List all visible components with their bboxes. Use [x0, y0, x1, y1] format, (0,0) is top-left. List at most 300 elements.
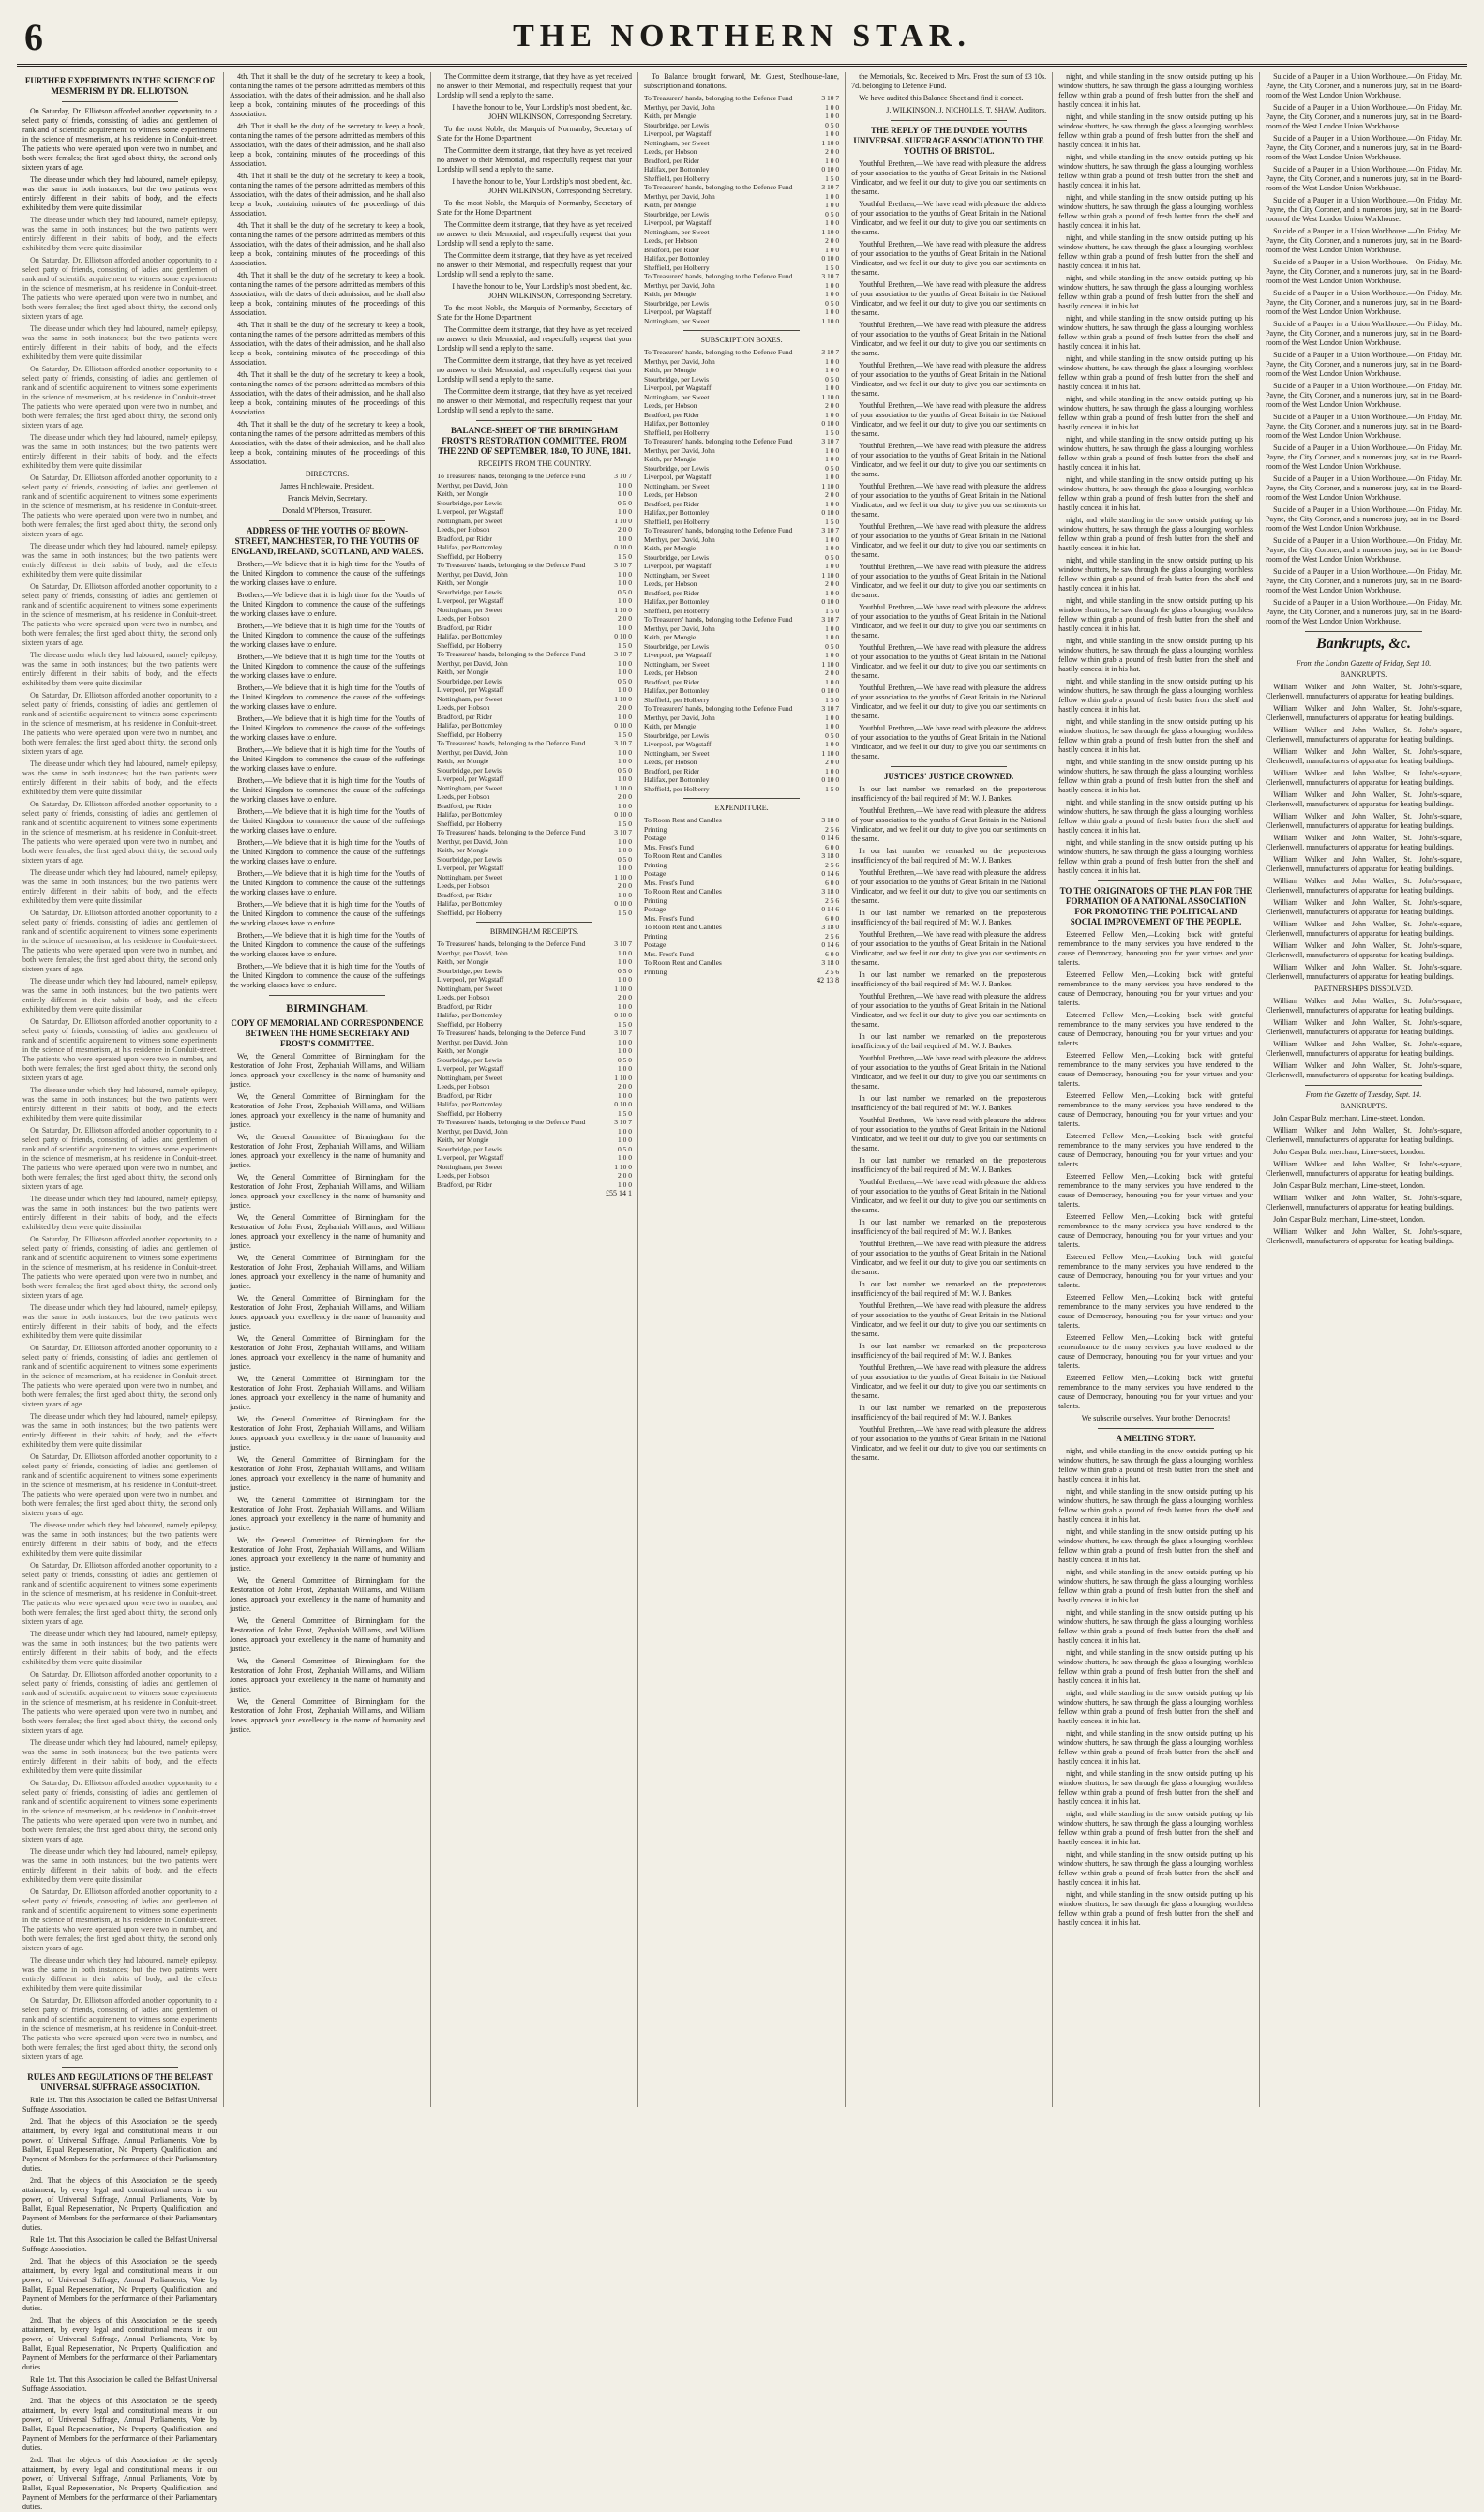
paragraph: night, and while standing in the snow outside putting up his window shutters, he saw through the glass a lounging, worthless fellow within grab a pound of fresh butter from the shelf and hastily conceal it in his hat. — [1058, 556, 1254, 593]
table-row: Stourbridge, per Lewis 0 5 0 — [437, 1055, 633, 1064]
paragraph: Rule 1st. That this Association be called the Belfast Universal Suffrage Association. — [22, 2096, 218, 2113]
paragraph: Youthful Brethren,—We have read with pleasure the address of your association to the youths of Great Britain in the National Vindicator, and we feel it our duty to give you our sentiments on the same. — [851, 868, 1047, 905]
table-row: Bradford, per Rider 1 0 0 — [437, 890, 633, 899]
table-row: To Treasurers' hands, belonging to the Defence Fund 3 10 7 — [437, 828, 633, 836]
paragraph: On Saturday, Dr. Elliotson afforded another opportunity to a select party of friends, consisting of ladies and gentlemen of rank and of scientific acquirement, to witness some experiments in the science of mesmerism, at his residence in Conduit-street. The patients who were operated upon were two in number, and both were females; the first aged about thirty, the second only sixteen years of age. — [22, 1452, 218, 1517]
table-row: Bradford, per Rider 1 0 0 — [644, 499, 840, 508]
table-row: Liverpool, per Wagstaff 1 0 0 — [644, 651, 840, 659]
paragraph: Youthful Brethren,—We have read with pleasure the address of your association to the youths of Great Britain in the National Vindicator, and we feel it our duty to give you our sentiments on the same. — [851, 482, 1047, 519]
table-row: Postage 0 14 6 — [644, 905, 840, 913]
table-row: Keith, per Mongie 1 0 0 — [437, 579, 633, 587]
table-row: Nottingham, per Sweet 1 10 0 — [644, 659, 840, 669]
paragraph: William Walker and John Walker, St. John's-square, Clerkenwell, manufacturers of apparatus for heating buildings. — [1266, 963, 1462, 981]
paragraph: To the most Noble, the Marquis of Normanby, Secretary of State for the Home Department. — [437, 304, 633, 322]
paragraph: 4th. That it shall be the duty of the secretary to keep a book, containing the names of the persons admitted as members of this Association, with the dates of their admission, and he shall also keep a book, containing minutes of the proceedings of this Association. — [230, 271, 426, 317]
paragraph: Suicide of a Pauper in a Union Workhouse.—On Friday, Mr. Payne, the City Coroner, and a numerous jury, sat in the Board-room of the West London Union Workhouse. — [1266, 474, 1462, 502]
paragraph: We, the General Committee of Birmingham for the Restoration of John Frost, Zephaniah Williams, and William Jones, approach your excellency in the name of humanity and justice. — [230, 1334, 426, 1371]
divider — [62, 101, 179, 102]
paragraph: Brothers,—We believe that it is high time for the Youths of the United Kingdom to commence the cause of the sufferings the working classes have to endure. — [230, 962, 426, 989]
paragraph: 2nd. That the objects of this Association be the speedy attainment, by every legal and constitutional means in our power, of Universal Suffrage, Annual Parliaments, Vote by Ballot, Equal Representation, No Property Qualification, and Payment of Members for the performance of their Parliamentary duties. — [22, 2257, 218, 2312]
paragraph: Youthful Brethren,—We have read with pleasure the address of your association to the youths of Great Britain in the National Vindicator, and we feel it our duty to give you our sentiments on the same. — [851, 806, 1047, 843]
table-row: Halifax, per Bottomley 0 10 0 — [437, 543, 633, 551]
paragraph: Esteemed Fellow Men,—Looking back with grateful remembrance to the many services you have rendered to the cause of Democracy, honouring you for your virtues and your talents. — [1058, 1253, 1254, 1289]
table-row: Nottingham, per Sweet 1 10 0 — [437, 1073, 633, 1082]
table-row: Liverpool, per Wagstaff 1 0 0 — [437, 685, 633, 694]
paragraph: 2nd. That the objects of this Association be the speedy attainment, by every legal and constitutional means in our power, of Universal Suffrage, Annual Parliaments, Vote by Ballot, Equal Representation, No Property Qualification, and Payment of Members for the performance of their Parliamentary duties. — [22, 2397, 218, 2452]
table-row: Postage 0 14 6 — [644, 869, 840, 878]
paragraph: night, and while standing in the snow outside putting up his window shutters, he saw through the glass a lounging, worthless fellow within grab a pound of fresh butter from the shelf and hastily conceal it in his hat. — [1058, 72, 1254, 109]
paragraph: William Walker and John Walker, St. John's-square, Clerkenwell, manufacturers of apparatus for heating buildings. — [1266, 920, 1462, 938]
paragraph: Youthful Brethren,—We have read with pleasure the address of your association to the youths of Great Britain in the National Vindicator, and we feel it our duty to give you our sentiments on the same. — [851, 1425, 1047, 1462]
paragraph: The disease under which they had laboured, namely epilepsy, was the same in both instances; but the two patients were entirely different in their habits of body, and the effects exhibited by them were quite dissimilar. — [22, 433, 218, 470]
paragraph: William Walker and John Walker, St. John's-square, Clerkenwell, manufacturers of apparatus for heating buildings. — [1266, 1061, 1462, 1079]
table-row: Bradford, per Rider 1 0 0 — [644, 245, 840, 254]
paragraph: night, and while standing in the snow outside putting up his window shutters, he saw through the glass a lounging, worthless fellow within grab a pound of fresh butter from the shelf and hastily conceal it in his hat. — [1058, 758, 1254, 794]
section-heading-bankrupts: Bankrupts, &c. — [1316, 636, 1411, 652]
paragraph: William Walker and John Walker, St. John's-square, Clerkenwell, manufacturers of apparatus for heating buildings. — [1266, 1040, 1462, 1058]
table-row: To Treasurers' hands, belonging to the Defence Fund 3 10 7 — [644, 272, 840, 280]
paragraph: 4th. That it shall be the duty of the secretary to keep a book, containing the names of the persons admitted as members of this Association, with the dates of their admission, and he shall also keep a book, containing minutes of the proceedings of this Association. — [230, 72, 426, 118]
divider — [476, 420, 593, 421]
table-row: Nottingham, per Sweet 1 10 0 — [437, 605, 633, 614]
table-row: Bradford, per Rider 1 0 0 — [644, 766, 840, 775]
article-heading-dundee: THE REPLY OF THE DUNDEE YOUTHS UNIVERSAL SUFFRAGE ASSOCIATION TO THE YOUTHS OF BRISTOL. — [853, 126, 1044, 156]
table-row: To Treasurers' hands, belonging to the Defence Fund 3 10 7 — [437, 472, 633, 480]
paragraph: Esteemed Fellow Men,—Looking back with grateful remembrance to the many services you have rendered to the cause of Democracy, honouring you for your virtues and your talents. — [1058, 1374, 1254, 1410]
paragraph: Brothers,—We believe that it is high time for the Youths of the United Kingdom to commence the cause of the sufferings the working classes have to endure. — [230, 931, 426, 958]
paragraph: On Saturday, Dr. Elliotson afforded another opportunity to a select party of friends, consisting of ladies and gentlemen of rank and of scientific acquirement, to witness some experiments in the science of mesmerism, at his residence in Conduit-street. The patients who were operated upon were two in number, and both were females; the first aged about thirty, the second only sixteen years of age. — [22, 1670, 218, 1735]
paragraph: In our last number we remarked on the preposterous insufficiency of the bail required of Mr. W. J. Bankes. — [851, 970, 1047, 988]
column-7 — [1260, 72, 1467, 2107]
table-row: Bradford, per Rider 1 0 0 — [644, 588, 840, 597]
table-row: Halifax, per Bottomley 0 10 0 — [644, 597, 840, 606]
table-row: Sheffield, per Holberry 1 5 0 — [644, 606, 840, 615]
table-row: Merthyr, per David, John 1 0 0 — [644, 102, 840, 112]
table-row: Leeds, per Hobson 2 0 0 — [644, 236, 840, 245]
table-row: Stourbridge, per Lewis 0 5 0 — [437, 1144, 633, 1153]
table-row: Sheffield, per Holberry 1 5 0 — [644, 517, 840, 526]
table-row: Mrs. Frost's Fund 6 0 0 — [644, 842, 840, 851]
paragraph: night, and while standing in the snow outside putting up his window shutters, he saw through the glass a lounging, worthless fellow within grab a pound of fresh butter from the shelf and hastily conceal it in his hat. — [1058, 1769, 1254, 1806]
table-row: Bradford, per Rider 1 0 0 — [437, 1180, 633, 1189]
receipts-table — [437, 472, 632, 917]
paragraph: Suicide of a Pauper in a Union Workhouse.—On Friday, Mr. Payne, the City Coroner, and a numerous jury, sat in the Board-room of the West London Union Workhouse. — [1266, 598, 1462, 625]
table-row: Printing 2 5 6 — [644, 931, 840, 940]
table-row: Sheffield, per Holberry 1 5 0 — [644, 784, 840, 793]
table-row: Nottingham, per Sweet 1 10 0 — [437, 694, 633, 703]
table-row: Leeds, per Hobson 2 0 0 — [644, 147, 840, 156]
table-row: Sheffield, per Holberry 1 5 0 — [437, 730, 633, 739]
page-number: 6 — [24, 16, 43, 58]
table-row: Postage 0 14 6 — [644, 834, 840, 842]
article-heading-mesmerism: FURTHER EXPERIMENTS IN THE SCIENCE OF MESMERISM BY DR. ELLIOTSON. — [24, 76, 216, 96]
paragraph: Esteemed Fellow Men,—Looking back with grateful remembrance to the many services you have rendered to the cause of Democracy, honouring you for your virtues and your talents. — [1058, 1011, 1254, 1047]
paragraph: night, and while standing in the snow outside putting up his window shutters, he saw through the glass a lounging, worthless fellow within grab a pound of fresh butter from the shelf and hastily conceal it in his hat. — [1058, 1729, 1254, 1766]
table-row: Bradford, per Rider 1 0 0 — [437, 801, 633, 810]
table-row: Keith, per Mongie 1 0 0 — [437, 1136, 633, 1144]
paragraph: In our last number we remarked on the preposterous insufficiency of the bail required of Mr. W. J. Bankes. — [851, 785, 1047, 803]
paragraph: William Walker and John Walker, St. John's-square, Clerkenwell, manufacturers of apparatus for heating buildings. — [1266, 997, 1462, 1015]
paragraph: Brothers,—We believe that it is high time for the Youths of the United Kingdom to commence the cause of the sufferings the working classes have to endure. — [230, 591, 426, 618]
paragraph: William Walker and John Walker, St. John's-square, Clerkenwell, manufacturers of apparatus for heating buildings. — [1266, 1227, 1462, 1245]
birmingham-receipts-label: BIRMINGHAM RECEIPTS. — [489, 927, 579, 936]
paragraph: To the most Noble, the Marquis of Normanby, Secretary of State for the Home Department. — [437, 199, 633, 217]
paragraph: The Committee deem it strange, that they have as yet received no answer to their Memorial, and respectfully request that your Lordship will send a reply to the same. — [437, 356, 633, 384]
paragraph: The Committee deem it strange, that they have as yet received no answer to their Memorial, and respectfully request that your Lordship will send a reply to the same. — [437, 146, 633, 173]
paragraph: In our last number we remarked on the preposterous insufficiency of the bail required of Mr. W. J. Bankes. — [851, 1404, 1047, 1421]
paragraph: Youthful Brethren,—We have read with pleasure the address of your association to the youths of Great Britain in the National Vindicator, and we feel it our duty to give you our sentiments on the same. — [851, 643, 1047, 680]
article-heading-belfast: RULES AND REGULATIONS OF THE BELFAST UNIVERSAL SUFFRAGE ASSOCIATION. — [27, 2072, 213, 2092]
paragraph: William Walker and John Walker, St. John's-square, Clerkenwell, manufacturers of apparatus for heating buildings. — [1266, 704, 1462, 722]
divider — [62, 2067, 179, 2068]
closing-line: We subscribe ourselves, Your brother Democrats! — [1081, 1414, 1231, 1422]
paragraph: Suicide of a Pauper in a Union Workhouse.—On Friday, Mr. Payne, the City Coroner, and a numerous jury, sat in the Board-room of the West London Union Workhouse. — [1266, 351, 1462, 378]
paragraph: William Walker and John Walker, St. John's-square, Clerkenwell, manufacturers of apparatus for heating buildings. — [1266, 1160, 1462, 1178]
table-row: Keith, per Mongie 1 0 0 — [437, 846, 633, 854]
paragraph: The Committee deem it strange, that they have as yet received no answer to their Memorial, and respectfully request that your Lordship will send a reply to the same. — [437, 220, 633, 248]
paragraph: Youthful Brethren,—We have read with pleasure the address of your association to the youths of Great Britain in the National Vindicator, and we feel it our duty to give you our sentiments on the same. — [851, 361, 1047, 398]
paragraph: Esteemed Fellow Men,—Looking back with grateful remembrance to the many services you have rendered to the cause of Democracy, honouring you for your virtues and your talents. — [1058, 1132, 1254, 1168]
paragraph: On Saturday, Dr. Elliotson afforded another opportunity to a select party of friends, consisting of ladies and gentlemen of rank and of scientific acquirement, to witness some experiments in the science of mesmerism, at his residence in Conduit-street. The patients who were operated upon were two in number, and both were females; the first aged about thirty, the second only sixteen years of age. — [22, 800, 218, 865]
paragraph: night, and while standing in the snow outside putting up his window shutters, he saw through the glass a lounging, worthless fellow within grab a pound of fresh butter from the shelf and hastily conceal it in his hat. — [1058, 637, 1254, 673]
paragraph: William Walker and John Walker, St. John's-square, Clerkenwell, manufacturers of apparatus for heating buildings. — [1266, 1018, 1462, 1036]
paragraph: The disease under which they had laboured, namely epilepsy, was the same in both instances; but the two patients were entirely different in their habits of body, and the effects exhibited by them were quite dissimilar. — [22, 1195, 218, 1231]
table-row: Liverpool, per Wagstaff 1 0 0 — [437, 775, 633, 783]
article-heading-birmingham: BIRMINGHAM. — [286, 1001, 368, 1015]
table-row: Bradford, per Rider 1 0 0 — [437, 1001, 633, 1011]
table-row: Nottingham, per Sweet 1 10 0 — [644, 138, 840, 147]
table-row: To Treasurers' hands, belonging to the Defence Fund 3 10 7 — [437, 1118, 633, 1126]
table-row: Leeds, per Hobson 2 0 0 — [437, 1082, 633, 1091]
paragraph: We, the General Committee of Birmingham for the Restoration of John Frost, Zephaniah Williams, and William Jones, approach your excellency in the name of humanity and justice. — [230, 1052, 426, 1089]
table-row: To Room Rent and Candles 3 18 0 — [644, 816, 840, 824]
table-row: Merthyr, per David, John 1 0 0 — [437, 569, 633, 579]
paragraph: We, the General Committee of Birmingham for the Restoration of John Frost, Zephaniah Williams, and William Jones, approach your excellency in the name of humanity and justice. — [230, 1536, 426, 1572]
paragraph: On Saturday, Dr. Elliotson afforded another opportunity to a select party of friends, consisting of ladies and gentlemen of rank and of scientific acquirement, to witness some experiments in the science of mesmerism, at his residence in Conduit-street. The patients who were operated upon were two in number, and both were females; the first aged about thirty, the second only sixteen years of age. — [22, 1017, 218, 1082]
paragraph: We, the General Committee of Birmingham for the Restoration of John Frost, Zephaniah Williams, and William Jones, approach your excellency in the name of humanity and justice. — [230, 1657, 426, 1693]
table-row: Merthyr, per David, John 1 0 0 — [644, 624, 840, 633]
table-row: Keith, per Mongie 1 0 0 — [437, 489, 633, 498]
table-row: Printing 2 5 6 — [644, 895, 840, 905]
table-row: To Treasurers' hands, belonging to the Defence Fund 3 10 7 — [644, 615, 840, 624]
table-row: Stourbridge, per Lewis 0 5 0 — [644, 120, 840, 129]
paragraph: On Saturday, Dr. Elliotson afforded another opportunity to a select party of friends, consisting of ladies and gentlemen of rank and of scientific acquirement, to witness some experiments in the science of mesmerism, at his residence in Conduit-street. The patients who were operated upon were two in number, and both were females; the first aged about thirty, the second only sixteen years of age. — [22, 474, 218, 538]
table-row: Merthyr, per David, John 1 0 0 — [437, 480, 633, 489]
table-row: Halifax, per Bottomley 0 10 0 — [644, 419, 840, 428]
table-row: Nottingham, per Sweet 1 10 0 — [644, 481, 840, 490]
table-row: To Treasurers' hands, belonging to the Defence Fund 3 10 7 — [644, 704, 840, 713]
paragraph: Youthful Brethren,—We have read with pleasure the address of your association to the youths of Great Britain in the National Vindicator, and we feel it our duty to give you our sentiments on the same. — [851, 1301, 1047, 1338]
table-row: Bradford, per Rider 1 0 0 — [437, 623, 633, 632]
column-6 — [1053, 72, 1260, 2107]
paragraph: Brothers,—We believe that it is high time for the Youths of the United Kingdom to commence the cause of the sufferings the working classes have to endure. — [230, 560, 426, 587]
column-2 — [224, 72, 431, 2107]
table-row: Merthyr, per David, John 1 0 0 — [644, 534, 840, 544]
paragraph: 4th. That it shall be the duty of the secretary to keep a book, containing the names of the persons admitted as members of this Association, with the dates of their admission, and he shall also keep a book, containing minutes of the proceedings of this Association. — [230, 172, 426, 218]
paragraph: Youthful Brethren,—We have read with pleasure the address of your association to the youths of Great Britain in the National Vindicator, and we feel it our duty to give you our sentiments on the same. — [851, 200, 1047, 236]
article-heading-justices: JUSTICES' JUSTICE CROWNED. — [883, 772, 1014, 781]
table-row: Mrs. Frost's Fund 6 0 0 — [644, 878, 840, 887]
table-row: Merthyr, per David, John 1 0 0 — [644, 191, 840, 201]
paragraph: The disease under which they had laboured, namely epilepsy, was the same in both instances; but the two patients were entirely different in their habits of body, and the effects exhibited by them were quite dissimilar. — [22, 1847, 218, 1884]
paragraph: John Caspar Bulz, merchant, Lime-street, London. — [1273, 1181, 1426, 1190]
article-heading-originators: TO THE ORIGINATORS OF THE PLAN FOR THE FORMATION OF A NATIONAL ASSOCIATION FOR PROMOTING THE POLITICAL AND SOCIAL IMPROVEMENT OF THE PEOPLE. — [1059, 886, 1252, 926]
paragraph: We, the General Committee of Birmingham for the Restoration of John Frost, Zephaniah Williams, and William Jones, approach your excellency in the name of humanity and justice. — [230, 1455, 426, 1492]
paragraph: night, and while standing in the snow outside putting up his window shutters, he saw through the glass a lounging, worthless fellow within grab a pound of fresh butter from the shelf and hastily conceal it in his hat. — [1058, 113, 1254, 149]
paragraph: Brothers,—We believe that it is high time for the Youths of the United Kingdom to commence the cause of the sufferings the working classes have to endure. — [230, 838, 426, 865]
paragraph: Youthful Brethren,—We have read with pleasure the address of your association to the youths of Great Britain in the National Vindicator, and we feel it our duty to give you our sentiments on the same. — [851, 1116, 1047, 1152]
table-row: Bradford, per Rider 1 0 0 — [437, 534, 633, 543]
divider — [269, 520, 386, 521]
paragraph: Youthful Brethren,—We have read with pleasure the address of your association to the youths of Great Britain in the National Vindicator, and we feel it our duty to give you our sentiments on the same. — [851, 1240, 1047, 1276]
divider — [1305, 1085, 1422, 1086]
paragraph: Suicide of a Pauper in a Union Workhouse.—On Friday, Mr. Payne, the City Coroner, and a numerous jury, sat in the Board-room of the West London Union Workhouse. — [1266, 413, 1462, 440]
paragraph: Youthful Brethren,—We have read with pleasure the address of your association to the youths of Great Britain in the National Vindicator, and we feel it our duty to give you our sentiments on the same. — [851, 603, 1047, 639]
paragraph: the Memorials, &c. Received to Mrs. Frost the sum of £3 10s. 7d. belonging to Defence Fund. — [851, 72, 1047, 90]
expenditure-heading: EXPENDITURE. — [714, 804, 769, 812]
expenditure-table — [644, 816, 839, 976]
paragraph: The disease under which they had laboured, namely epilepsy, was the same in both instances; but the two patients were entirely different in their habits of body, and the effects exhibited by them were quite dissimilar. — [22, 175, 218, 212]
table-row: Halifax, per Bottomley 0 10 0 — [644, 686, 840, 695]
paragraph: We, the General Committee of Birmingham for the Restoration of John Frost, Zephaniah Williams, and William Jones, approach your excellency in the name of humanity and justice. — [230, 1576, 426, 1613]
table-row: Mrs. Frost's Fund 6 0 0 — [644, 913, 840, 923]
paragraph: night, and while standing in the snow outside putting up his window shutters, he saw through the glass a lounging, worthless fellow within grab a pound of fresh butter from the shelf and hastily conceal it in his hat. — [1058, 1810, 1254, 1846]
paragraph: night, and while standing in the snow outside putting up his window shutters, he saw through the glass a lounging, worthless fellow within grab a pound of fresh butter from the shelf and hastily conceal it in his hat. — [1058, 717, 1254, 754]
paragraph: To the most Noble, the Marquis of Normanby, Secretary of State for the Home Department. — [437, 125, 633, 143]
paragraph: Youthful Brethren,—We have read with pleasure the address of your association to the youths of Great Britain in the National Vindicator, and we feel it our duty to give you our sentiments on the same. — [851, 930, 1047, 967]
paragraph: John Caspar Bulz, merchant, Lime-street, London. — [1273, 1215, 1426, 1224]
table-row: Halifax, per Bottomley 0 10 0 — [644, 508, 840, 517]
table-row: Sheffield, per Holberry 1 5 0 — [437, 1108, 633, 1118]
paragraph: night, and while standing in the snow outside putting up his window shutters, he saw through the glass a lounging, worthless fellow within grab a pound of fresh butter from the shelf and hastily conceal it in his hat. — [1058, 395, 1254, 431]
paragraph: Youthful Brethren,—We have read with pleasure the address of your association to the youths of Great Britain in the National Vindicator, and we feel it our duty to give you our sentiments on the same. — [851, 522, 1047, 559]
table-row: Liverpool, per Wagstaff 1 0 0 — [644, 473, 840, 481]
paragraph: We, the General Committee of Birmingham for the Restoration of John Frost, Zephaniah Williams, and William Jones, approach your excellency in the name of humanity and justice. — [230, 1254, 426, 1290]
divider — [891, 120, 1008, 121]
paragraph: On Saturday, Dr. Elliotson afforded another opportunity to a select party of friends, consisting of ladies and gentlemen of rank and of scientific acquirement, to witness some experiments in the science of mesmerism, at his residence in Conduit-street. The patients who were operated upon were two in number, and both were females; the first aged about thirty, the second only sixteen years of age. — [22, 107, 218, 172]
paragraph: night, and while standing in the snow outside putting up his window shutters, he saw through the glass a lounging, worthless fellow within grab a pound of fresh butter from the shelf and hastily conceal it in his hat. — [1058, 1487, 1254, 1524]
table-row: Nottingham, per Sweet 1 10 0 — [437, 516, 633, 525]
total-amount: £55 14 1 — [606, 1189, 633, 1197]
paragraph: Esteemed Fellow Men,—Looking back with grateful remembrance to the many services you have rendered to the cause of Democracy, honouring you for your virtues and your talents. — [1058, 1293, 1254, 1330]
table-row: Nottingham, per Sweet 1 10 0 — [644, 570, 840, 579]
paragraph: The disease under which they had laboured, namely epilepsy, was the same in both instances; but the two patients were entirely different in their habits of body, and the effects exhibited by them were quite dissimilar. — [22, 651, 218, 687]
paragraph: We, the General Committee of Birmingham for the Restoration of John Frost, Zephaniah Williams, and William Jones, approach your excellency in the name of humanity and justice. — [230, 1375, 426, 1411]
paragraph: Brothers,—We believe that it is high time for the Youths of the United Kingdom to commence the cause of the sufferings the working classes have to endure. — [230, 776, 426, 804]
paragraph: Youthful Brethren,—We have read with pleasure the address of your association to the youths of Great Britain in the National Vindicator, and we feel it our duty to give you our sentiments on the same. — [851, 563, 1047, 599]
table-row: Leeds, per Hobson 2 0 0 — [437, 792, 633, 801]
paragraph: The disease under which they had laboured, namely epilepsy, was the same in both instances; but the two patients were entirely different in their habits of body, and the effects exhibited by them were quite dissimilar. — [22, 324, 218, 361]
table-row: Sheffield, per Holberry 1 5 0 — [437, 1019, 633, 1029]
table-row: Liverpool, per Wagstaff 1 0 0 — [437, 507, 633, 516]
paragraph: John Caspar Bulz, merchant, Lime-street, London. — [1273, 1148, 1426, 1156]
signer: Donald M'Pherson, Treasurer. — [282, 506, 372, 515]
paragraph: Brothers,—We believe that it is high time for the Youths of the United Kingdom to commence the cause of the sufferings the working classes have to endure. — [230, 807, 426, 835]
paragraph: night, and while standing in the snow outside putting up his window shutters, he saw through the glass a lounging, worthless fellow within grab a pound of fresh butter from the shelf and hastily conceal it in his hat. — [1058, 193, 1254, 230]
table-row: Stourbridge, per Lewis 0 5 0 — [644, 374, 840, 384]
paragraph: 4th. That it shall be the duty of the secretary to keep a book, containing the names of the persons admitted as members of this Association, with the dates of their admission, and he shall also keep a book, containing minutes of the proceedings of this Association. — [230, 221, 426, 267]
paragraph: The Committee deem it strange, that they have as yet received no answer to their Memorial, and respectfully request that your Lordship will send a reply to the same. — [437, 387, 633, 414]
paragraph: night, and while standing in the snow outside putting up his window shutters, he saw through the glass a lounging, worthless fellow within grab a pound of fresh butter from the shelf and hastily conceal it in his hat. — [1058, 153, 1254, 189]
paragraph: Youthful Brethren,—We have read with pleasure the address of your association to the youths of Great Britain in the National Vindicator, and we feel it our duty to give you our sentiments on the same. — [851, 1178, 1047, 1214]
table-row: Stourbridge, per Lewis 0 5 0 — [644, 463, 840, 473]
paragraph: We, the General Committee of Birmingham for the Restoration of John Frost, Zephaniah Williams, and William Jones, approach your excellency in the name of humanity and justice. — [230, 1697, 426, 1734]
table-row: To Treasurers' hands, belonging to the Defence Fund 3 10 7 — [644, 348, 840, 356]
paragraph: Suicide of a Pauper in a Union Workhouse.—On Friday, Mr. Payne, the City Coroner, and a numerous jury, sat in the Board-room of the West London Union Workhouse. — [1266, 258, 1462, 285]
table-row: Bradford, per Rider 1 0 0 — [644, 410, 840, 419]
table-row: Nottingham, per Sweet 1 10 0 — [644, 392, 840, 401]
table-row: Leeds, per Hobson 2 0 0 — [437, 1171, 633, 1180]
table-row: To Treasurers' hands, belonging to the Defence Fund 3 10 7 — [644, 526, 840, 534]
signer: Francis Melvin, Secretary. — [287, 494, 367, 503]
divider — [1098, 880, 1215, 881]
paragraph: night, and while standing in the snow outside putting up his window shutters, he saw through the glass a lounging, worthless fellow within grab a pound of fresh butter from the shelf and hastily conceal it in his hat. — [1058, 274, 1254, 310]
table-row: Leeds, per Hobson 2 0 0 — [644, 490, 840, 499]
table-row: Halifax, per Bottomley 0 10 0 — [437, 632, 633, 640]
table-row: Liverpool, per Wagstaff 1 0 0 — [644, 308, 840, 316]
table-row: Nottingham, per Sweet 1 10 0 — [437, 984, 633, 993]
paragraph: Brothers,—We believe that it is high time for the Youths of the United Kingdom to commence the cause of the sufferings the working classes have to endure. — [230, 653, 426, 680]
paragraph: William Walker and John Walker, St. John's-square, Clerkenwell, manufacturers of apparatus for heating buildings. — [1266, 1194, 1462, 1211]
table-row: To Room Rent and Candles 3 18 0 — [644, 887, 840, 895]
table-row: To Room Rent and Candles 3 18 0 — [644, 851, 840, 860]
paragraph: night, and while standing in the snow outside putting up his window shutters, he saw through the glass a lounging, worthless fellow within grab a pound of fresh butter from the shelf and hastily conceal it in his hat. — [1058, 314, 1254, 351]
paragraph: Youthful Brethren,—We have read with pleasure the address of your association to the youths of Great Britain in the National Vindicator, and we feel it our duty to give you our sentiments on the same. — [851, 280, 1047, 317]
paragraph: In our last number we remarked on the preposterous insufficiency of the bail required of Mr. W. J. Bankes. — [851, 1094, 1047, 1112]
paragraph: 4th. That it shall be the duty of the secretary to keep a book, containing the names of the persons admitted as members of this Association, with the dates of their admission, and he shall also keep a book, containing minutes of the proceedings of this Association. — [230, 370, 426, 416]
paragraph: night, and while standing in the snow outside putting up his window shutters, he saw through the glass a lounging, worthless fellow within grab a pound of fresh butter from the shelf and hastily conceal it in his hat. — [1058, 354, 1254, 391]
table-row: Stourbridge, per Lewis 0 5 0 — [437, 676, 633, 685]
table-row: Liverpool, per Wagstaff 1 0 0 — [644, 129, 840, 138]
table-row: Leeds, per Hobson 2 0 0 — [437, 703, 633, 712]
paragraph: 4th. That it shall be the duty of the secretary to keep a book, containing the names of the persons admitted as members of this Association, with the dates of their admission, and he shall also keep a book, containing minutes of the proceedings of this Association. — [230, 122, 426, 168]
table-row: Liverpool, per Wagstaff 1 0 0 — [644, 562, 840, 570]
paragraph: Esteemed Fellow Men,—Looking back with grateful remembrance to the many services you have rendered to the cause of Democracy, honouring you for your virtues and your talents. — [1058, 930, 1254, 967]
balance-amount: 42 13 8 — [817, 976, 840, 985]
table-row: Sheffield, per Holberry 1 5 0 — [644, 263, 840, 272]
table-row: Sheffield, per Holberry 1 5 0 — [437, 640, 633, 650]
divider — [1305, 631, 1422, 632]
table-row: Merthyr, per David, John 1 0 0 — [437, 948, 633, 957]
paragraph: Youthful Brethren,—We have read with pleasure the address of your association to the youths of Great Britain in the National Vindicator, and we feel it our duty to give you our sentiments on the same. — [851, 240, 1047, 277]
table-row: Keith, per Mongie 1 0 0 — [644, 722, 840, 730]
table-row: Liverpool, per Wagstaff 1 0 0 — [644, 218, 840, 227]
table-row: Merthyr, per David, John 1 0 0 — [437, 658, 633, 668]
table-row: Merthyr, per David, John 1 0 0 — [644, 445, 840, 455]
paragraph: Brothers,—We believe that it is high time for the Youths of the United Kingdom to commence the cause of the sufferings the working classes have to endure. — [230, 684, 426, 711]
table-row: Stourbridge, per Lewis 0 5 0 — [644, 552, 840, 562]
table-row: Merthyr, per David, John 1 0 0 — [644, 713, 840, 722]
paragraph: Suicide of a Pauper in a Union Workhouse.—On Friday, Mr. Payne, the City Coroner, and a numerous jury, sat in the Board-room of the West London Union Workhouse. — [1266, 505, 1462, 533]
paragraph: Youthful Brethren,—We have read with pleasure the address of your association to the youths of Great Britain in the National Vindicator, and we feel it our duty to give you our sentiments on the same. — [851, 321, 1047, 357]
signature: I have the honour to be, Your Lordship's most obedient, &c. JOHN WILKINSON, Corresponding Secretary. — [452, 103, 633, 121]
paragraph: John Caspar Bulz, merchant, Lime-street, London. — [1273, 1114, 1426, 1122]
signature: I have the honour to be, Your Lordship's most obedient, &c. JOHN WILKINSON, Corresponding Secretary. — [452, 177, 633, 195]
table-row: Leeds, per Hobson 2 0 0 — [644, 758, 840, 766]
table-row: Bradford, per Rider 1 0 0 — [437, 1091, 633, 1100]
table-row: Printing 2 5 6 — [644, 860, 840, 869]
paragraph: On Saturday, Dr. Elliotson afforded another opportunity to a select party of friends, consisting of ladies and gentlemen of rank and of scientific acquirement, to witness some experiments in the science of mesmerism, at his residence in Conduit-street. The patients who were operated upon were two in number, and both were females; the first aged about thirty, the second only sixteen years of age. — [22, 365, 218, 429]
body-text-block — [22, 216, 217, 2062]
paragraph: On Saturday, Dr. Elliotson afforded another opportunity to a select party of friends, consisting of ladies and gentlemen of rank and of scientific acquirement, to witness some experiments in the science of mesmerism, at his residence in Conduit-street. The patients who were operated upon were two in number, and both were females; the first aged about thirty, the second only sixteen years of age. — [22, 1126, 218, 1191]
table-row: Halifax, per Bottomley 0 10 0 — [644, 775, 840, 784]
paragraph: Esteemed Fellow Men,—Looking back with grateful remembrance to the many services you have rendered to the cause of Democracy, honouring you for your virtues and your talents. — [1058, 1172, 1254, 1209]
paragraph: night, and while standing in the snow outside putting up his window shutters, he saw through the glass a lounging, worthless fellow within grab a pound of fresh butter from the shelf and hastily conceal it in his hat. — [1058, 516, 1254, 552]
table-row: Keith, per Mongie 1 0 0 — [437, 1046, 633, 1055]
paragraph: On Saturday, Dr. Elliotson afforded another opportunity to a select party of friends, consisting of ladies and gentlemen of rank and of scientific acquirement, to witness some experiments in the science of mesmerism, at his residence in Conduit-street. The patients who were operated upon were two in number, and both were females; the first aged about thirty, the second only sixteen years of age. — [22, 1996, 218, 2061]
paragraph: On Saturday, Dr. Elliotson afforded another opportunity to a select party of friends, consisting of ladies and gentlemen of rank and of scientific acquirement, to witness some experiments in the science of mesmerism, at his residence in Conduit-street. The patients who were operated upon were two in number, and both were females; the first aged about thirty, the second only sixteen years of age. — [22, 1344, 218, 1408]
column-4 — [638, 72, 846, 2107]
paragraph: Suicide of a Pauper in a Union Workhouse.—On Friday, Mr. Payne, the City Coroner, and a numerous jury, sat in the Board-room of the West London Union Workhouse. — [1266, 227, 1462, 254]
paragraph: William Walker and John Walker, St. John's-square, Clerkenwell, manufacturers of apparatus for heating buildings. — [1266, 769, 1462, 787]
table-row: To Treasurers' hands, belonging to the Defence Fund 3 10 7 — [437, 1029, 633, 1037]
table-row: Stourbridge, per Lewis 0 5 0 — [437, 587, 633, 596]
paragraph: The disease under which they had laboured, namely epilepsy, was the same in both instances; but the two patients were entirely different in their habits of body, and the effects exhibited by them were quite dissimilar. — [22, 868, 218, 905]
table-row: Halifax, per Bottomley 0 10 0 — [437, 1100, 633, 1108]
table-row: Keith, per Mongie 1 0 0 — [437, 668, 633, 676]
paragraph: We, the General Committee of Birmingham for the Restoration of John Frost, Zephaniah Williams, and William Jones, approach your excellency in the name of humanity and justice. — [230, 1294, 426, 1331]
paragraph: 2nd. That the objects of this Association be the speedy attainment, by every legal and constitutional means in our power, of Universal Suffrage, Annual Parliaments, Vote by Ballot, Equal Representation, No Property Qualification, and Payment of Members for the performance of their Parliamentary duties. — [22, 2316, 218, 2371]
table-row: Nottingham, per Sweet 1 10 0 — [437, 783, 633, 792]
paragraph: On Saturday, Dr. Elliotson afforded another opportunity to a select party of friends, consisting of ladies and gentlemen of rank and of scientific acquirement, to witness some experiments in the science of mesmerism, at his residence in Conduit-street. The patients who were operated upon were two in number, and both were females; the first aged about thirty, the second only sixteen years of age. — [22, 909, 218, 973]
paragraph: We, the General Committee of Birmingham for the Restoration of John Frost, Zephaniah Williams, and William Jones, approach your excellency in the name of humanity and justice. — [230, 1617, 426, 1653]
paragraph: In our last number we remarked on the preposterous insufficiency of the bail required of Mr. W. J. Bankes. — [851, 1342, 1047, 1360]
paragraph: William Walker and John Walker, St. John's-square, Clerkenwell, manufacturers of apparatus for heating buildings. — [1266, 877, 1462, 895]
paragraph: Youthful Brethren,—We have read with pleasure the address of your association to the youths of Great Britain in the National Vindicator, and we feel it our duty to give you our sentiments on the same. — [851, 1054, 1047, 1091]
paragraph: In our last number we remarked on the preposterous insufficiency of the bail required of Mr. W. J. Bankes. — [851, 1156, 1047, 1174]
paragraph: night, and while standing in the snow outside putting up his window shutters, he saw through the glass a lounging, worthless fellow within grab a pound of fresh butter from the shelf and hastily conceal it in his hat. — [1058, 1568, 1254, 1604]
paragraph: night, and while standing in the snow outside putting up his window shutters, he saw through the glass a lounging, worthless fellow within grab a pound of fresh butter from the shelf and hastily conceal it in his hat. — [1058, 1608, 1254, 1645]
table-row: Halifax, per Bottomley 0 10 0 — [437, 1011, 633, 1019]
table-row: Keith, per Mongie 1 0 0 — [437, 757, 633, 765]
table-row: To Treasurers' hands, belonging to the Defence Fund 3 10 7 — [437, 561, 633, 569]
divider — [683, 798, 801, 799]
table-row: Nottingham, per Sweet 1 10 0 — [437, 1162, 633, 1171]
table-row: Halifax, per Bottomley 0 10 0 — [437, 810, 633, 819]
table-row: Keith, per Mongie 1 0 0 — [644, 455, 840, 463]
paragraph: William Walker and John Walker, St. John's-square, Clerkenwell, manufacturers of apparatus for heating buildings. — [1266, 747, 1462, 765]
paragraph: The disease under which they had laboured, namely epilepsy, was the same in both instances; but the two patients were entirely different in their habits of body, and the effects exhibited by them were quite dissimilar. — [22, 1956, 218, 1993]
table-row: Leeds, per Hobson 2 0 0 — [644, 401, 840, 410]
table-row: Sheffield, per Holberry 1 5 0 — [644, 428, 840, 437]
table-row: Halifax, per Bottomley 0 10 0 — [437, 721, 633, 730]
table-row: Merthyr, per David, John 1 0 0 — [437, 1037, 633, 1046]
partnerships-label: PARTNERSHIPS DISSOLVED. — [1314, 985, 1413, 993]
signature: I have the honour to be, Your Lordship's most obedient, &c. JOHN WILKINSON, Corresponding Secretary. — [452, 282, 633, 300]
divider — [891, 766, 1008, 767]
balance-sheet-heading: BALANCE-SHEET OF THE BIRMINGHAM FROST'S RESTORATION COMMITTEE, FROM THE 22ND OF SEPTEMBER, 1840, TO JUNE, 1841. — [438, 426, 631, 456]
table-row: To Treasurers' hands, belonging to the Defence Fund 3 10 7 — [437, 940, 633, 948]
article-subheading: COPY OF MEMORIAL AND CORRESPONDENCE BETWEEN THE HOME SECRETARY AND FROST'S COMMITTEE. — [231, 1018, 424, 1048]
paragraph: Rule 1st. That this Association be called the Belfast Universal Suffrage Association. — [22, 2375, 218, 2393]
divider — [1098, 1428, 1215, 1429]
table-row: Merthyr, per David, John 1 0 0 — [437, 836, 633, 846]
subscription-table — [644, 348, 839, 793]
paragraph: Brothers,—We believe that it is high time for the Youths of the United Kingdom to commence the cause of the sufferings the working classes have to endure. — [230, 869, 426, 896]
table-row: Liverpool, per Wagstaff 1 0 0 — [437, 975, 633, 984]
balance-table — [644, 94, 839, 325]
paragraph: Youthful Brethren,—We have read with pleasure the address of your association to the youths of Great Britain in the National Vindicator, and we feel it our duty to give you our sentiments on the same. — [851, 724, 1047, 760]
paragraph: night, and while standing in the snow outside putting up his window shutters, he saw through the glass a lounging, worthless fellow within grab a pound of fresh butter from the shelf and hastily conceal it in his hat. — [1058, 1447, 1254, 1483]
paragraph: Suicide of a Pauper in a Union Workhouse.—On Friday, Mr. Payne, the City Coroner, and a numerous jury, sat in the Board-room of the West London Union Workhouse. — [1266, 134, 1462, 161]
table-row: Leeds, per Hobson 2 0 0 — [644, 579, 840, 588]
paragraph: 4th. That it shall be the duty of the secretary to keep a book, containing the names of the persons admitted as members of this Association, with the dates of their admission, and he shall also keep a book, containing minutes of the proceedings of this Association. — [230, 321, 426, 367]
paragraph: Suicide of a Pauper in a Union Workhouse.—On Friday, Mr. Payne, the City Coroner, and a numerous jury, sat in the Board-room of the West London Union Workhouse. — [1266, 165, 1462, 192]
newspaper-title: THE NORTHERN STAR. — [513, 19, 971, 53]
columns — [17, 72, 1467, 2511]
table-row: Nottingham, per Sweet 1 10 0 — [644, 748, 840, 758]
table-row: Sheffield, per Holberry 1 5 0 — [437, 908, 633, 917]
